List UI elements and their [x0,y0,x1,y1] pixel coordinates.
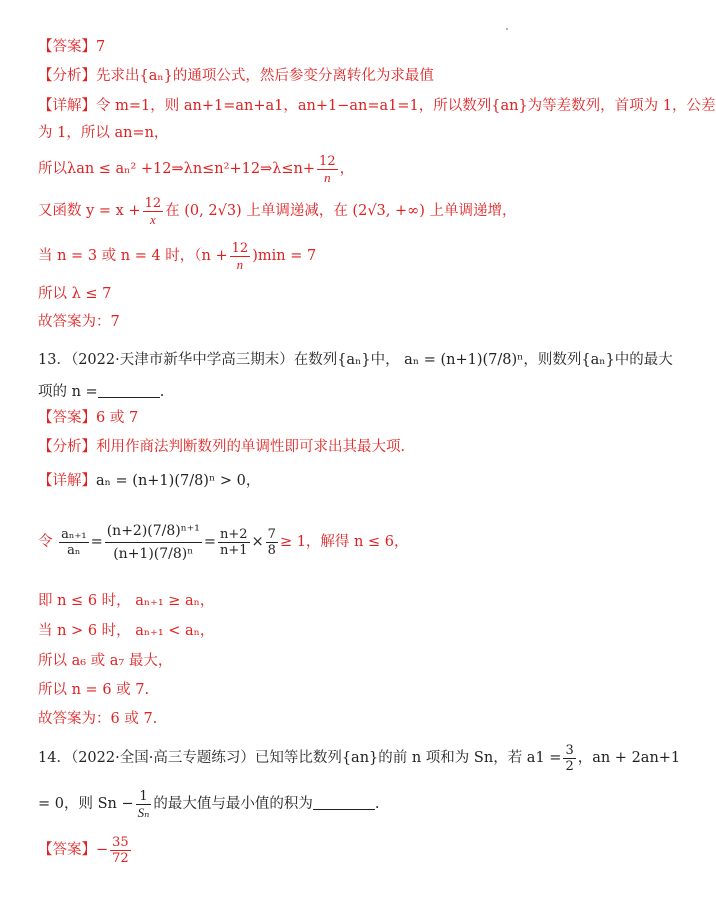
fraction [266,527,278,558]
answer-tag: 【答案】 [38,39,96,55]
detail-text: 即 n ≤ 6 时， aₙ₊₁ ≥ aₙ， [38,593,215,609]
answer-blank [313,809,375,810]
p12-detail-line-1 [38,95,716,117]
fraction-numerator: (n+2)(7/8)ⁿ⁺¹ [105,520,202,543]
fraction-numerator: 1 [136,789,152,805]
answer-tag: 【答案】 [38,842,96,858]
answer-value: 6 或 7 [96,410,139,426]
p13-detail-line-6 [38,679,620,701]
p13-detail-line-2: 令 $\frac{\text{aₙ₊₁}}{\text{aₙ}}$ = $\frac{\text{(n+2)(7/8)ⁿ⁺¹}}{\text{(n+1)(7/8)ⁿ}}$ = $\frac{n+2}{n+1}$ × $\frac{7}{8}$ ≥ 1，解得 n ≤ 6， [38,512,620,572]
p13-detail-line-4 [38,620,620,642]
detail-text: )min = 7 [252,248,317,264]
analysis-text: 利用作商法判断数列的单调性即可求出其最大项. [96,439,406,455]
question-text: 项的 n = [38,384,98,400]
question-text: ，an + 2an+1 [577,750,681,766]
detail-text: 在 (0, 2√3) 上单调递减，在 (2√3, +∞) 上单调递增， [165,203,517,219]
answer-tag: 【答案】 [38,410,96,426]
fraction-numerator: aₙ₊₁ [61,526,87,542]
fraction-denominator: n [324,169,331,185]
detail-text: 所以 λ ≤ 7 [38,286,112,302]
detail-text: ≥ 1，解得 n ≤ 6， [279,534,409,550]
fraction-denominator: (n+1)(7/8)ⁿ [113,545,194,562]
scan-dot [506,28,508,30]
fraction-denominator: x [149,211,156,227]
fraction-numerator: n+2 [219,526,248,542]
p12-detail-line-2 [38,122,620,144]
p12-detail-line-3 [38,152,620,186]
fraction-numerator: 35 [112,834,129,850]
answer-value: 7 [96,39,106,55]
fraction-denominator: aₙ [67,542,81,558]
p12-final-line [38,311,620,333]
detail-text: 为 1，所以 an=n， [38,125,169,141]
fraction-denominator: n [236,256,244,272]
p13-detail-line-1 [38,470,620,492]
fraction [563,743,575,774]
detail-tag: 【详解】 [38,473,96,489]
answer-blank [98,397,160,398]
fraction-denominator: 72 [112,850,129,866]
fraction-numerator: 7 [267,526,276,542]
p13-analysis-line [38,436,620,458]
fraction-numerator: 3 [565,742,574,758]
detail-text: 令 m=1，则 an+1=an+a1，an+1−an=a1=1，所以数列{an}为等差数列，首项为 1，公差 [96,98,716,114]
detail-text: 又函数 y = x + [38,203,141,219]
fraction [218,527,250,558]
p14-question-line-2 [38,784,620,824]
analysis-text: 先求出{aₙ}的通项公式，然后参变分离转化为求最值 [96,68,434,84]
p13-final-line [38,708,620,730]
p12-detail-line-5 [38,238,620,274]
detail-text: aₙ = (n+1)(7/8)ⁿ > 0， [96,473,261,489]
p12-answer-line [38,36,620,58]
detail-text: 所以λan ≤ aₙ² +12⇒λn≤n²+12⇒λ≤n+ [38,161,316,177]
fraction [59,527,88,558]
fraction [136,789,152,820]
fraction-denominator: n+1 [219,542,248,558]
p14-question-line-1 [38,738,681,778]
analysis-tag: 【分析】 [38,68,96,84]
question-text: 13．（2022·天津市新华中学高三期末）在数列{aₙ}中， aₙ = (n+1)(7/8)ⁿ，则数列{aₙ}中的最大 [38,352,673,368]
p13-detail-line-5 [38,650,620,672]
detail-text: 令 [38,534,53,550]
fraction-denominator: Sₙ [137,804,150,820]
fraction-numerator: 12 [144,195,162,211]
fraction-numerator: 12 [319,153,336,169]
analysis-tag: 【分析】 [38,439,96,455]
detail-text: ， [339,161,355,177]
p14-answer-line [38,830,620,870]
p12-detail-line-6 [38,283,620,305]
question-text: = 0，则 Sn − [38,796,134,812]
fraction-numerator: 12 [231,240,249,256]
detail-text: 当 n > 6 时， aₙ₊₁ < aₙ， [38,623,215,639]
final-answer: 故答案为：6 或 7. [38,711,158,727]
p13-answer-line [38,407,620,429]
final-answer: 故答案为：7 [38,314,120,330]
fraction-denominator: 2 [565,758,574,774]
fraction [317,154,338,185]
fraction [230,241,251,272]
p12-analysis-line [38,65,620,87]
question-text: . [374,796,380,812]
detail-text: 当 n = 3 或 n = 4 时，（n + [38,248,228,264]
fraction [105,520,202,565]
fraction [143,196,164,227]
detail-text: 所以 n = 6 或 7. [38,682,150,698]
detail-text: 所以 a₆ 或 a₇ 最大， [38,653,173,669]
detail-tag: 【详解】 [38,98,96,114]
question-text: 的最大值与最小值的积为 [153,796,313,812]
answer-sign: − [96,842,109,858]
fraction [110,835,131,866]
p13-detail-line-3 [38,590,620,612]
fraction-denominator: 8 [267,542,276,558]
question-text: 14．（2022·全国·高三专题练习）已知等比数列{an}的前 n 项和为 Sn，若 a1 = [38,750,562,766]
p13-question-line-2 [38,381,620,403]
p13-question-line-1 [38,345,673,375]
p12-detail-line-4 [38,192,620,230]
question-text: . [159,384,165,400]
